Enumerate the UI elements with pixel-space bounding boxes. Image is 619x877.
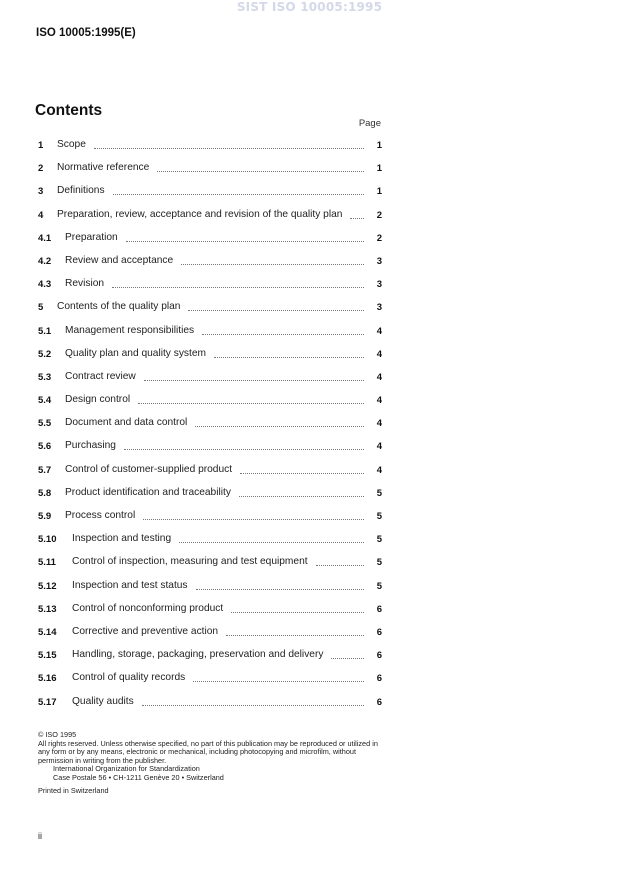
toc-entry-number: 5.7: [38, 464, 52, 476]
dot-leader: [124, 440, 364, 450]
toc-entry-number: 5.14: [38, 626, 57, 638]
toc-entry[interactable]: [38, 417, 382, 440]
toc-entry-page: 5: [376, 580, 382, 592]
toc-entry[interactable]: [38, 672, 382, 695]
toc-entry-number: 5.8: [38, 487, 52, 499]
copyright-block: [38, 731, 388, 795]
dot-leader: [350, 209, 364, 219]
dot-leader: [143, 510, 364, 520]
toc-entry[interactable]: [38, 580, 382, 603]
dot-leader: [112, 278, 364, 288]
toc-entry-number: 5.1: [38, 325, 52, 337]
toc-entry-number: 5.15: [38, 650, 57, 662]
toc-entry-page: 1: [376, 163, 382, 175]
dot-leader: [142, 696, 364, 706]
toc-entry-number: 4.2: [38, 255, 52, 267]
toc-entry-page: 4: [376, 325, 382, 337]
toc-entry-number: 5.4: [38, 395, 52, 407]
toc-entry-page: 6: [376, 696, 382, 708]
toc-entry-page: 6: [376, 603, 382, 615]
toc-entry-page: 4: [376, 395, 382, 407]
toc-entry-number: 3: [38, 186, 44, 198]
copyright-line: © ISO 1995: [38, 730, 77, 739]
toc-entry-title: Control of customer-supplied product: [65, 463, 233, 475]
toc-entry[interactable]: [38, 301, 382, 324]
toc-entry-page: 4: [376, 348, 382, 360]
toc-entry-number: 5.3: [38, 371, 52, 383]
toc-entry-number: 5.10: [38, 534, 57, 546]
toc-entry-title: Normative reference: [57, 162, 150, 174]
toc-entry-page: 6: [376, 650, 382, 662]
dot-leader: [331, 649, 364, 659]
toc-entry[interactable]: [38, 533, 382, 556]
toc-entry[interactable]: [38, 556, 382, 579]
toc-entry-number: 2: [38, 163, 44, 175]
standard-reference: ISO 10005:1995(E): [36, 27, 136, 39]
dot-leader: [94, 139, 364, 149]
toc-entry-title: Corrective and preventive action: [72, 625, 219, 637]
toc-entry-page: 5: [376, 557, 382, 569]
toc-entry-title: Control of nonconforming product: [72, 602, 224, 614]
toc-entry[interactable]: [38, 278, 382, 301]
dot-leader: [138, 394, 364, 404]
dot-leader: [231, 603, 364, 613]
page-folio: ii: [38, 831, 42, 841]
toc-entry-title: Process control: [65, 510, 136, 521]
dot-leader: [240, 464, 364, 474]
toc-entry-title: Preparation: [65, 231, 118, 243]
toc-entry-page: 5: [376, 534, 382, 546]
toc-entry[interactable]: [38, 232, 382, 255]
toc-entry-title: Product identification and traceability: [65, 486, 231, 498]
toc-entry-number: 5.17: [38, 696, 57, 708]
dot-leader: [195, 417, 364, 427]
toc-entry-number: 5.11: [38, 557, 56, 569]
toc-entry-title: Review and acceptance: [65, 254, 174, 266]
toc-entry[interactable]: [38, 487, 382, 510]
toc-entry-title: Control of quality records: [72, 672, 186, 684]
dot-leader: [193, 672, 364, 682]
toc-entry-number: 4.1: [38, 232, 52, 244]
toc-entry[interactable]: [38, 464, 382, 487]
page-column-label: Page: [358, 118, 381, 129]
dot-leader: [179, 533, 364, 543]
toc-entry-title: Contract review: [65, 370, 136, 382]
toc-entry-title: Scope: [57, 139, 86, 150]
dot-leader: [316, 556, 364, 566]
toc-entry-number: 5.16: [38, 673, 57, 685]
toc-entry[interactable]: [38, 325, 382, 348]
toc-entry-page: 3: [376, 279, 382, 291]
toc-entry[interactable]: [38, 394, 382, 417]
toc-entry-page: 6: [376, 626, 382, 638]
toc-entry-number: 4: [38, 209, 44, 221]
toc-entry-number: 5.2: [38, 348, 52, 360]
toc-entry-title: Contents of the quality plan: [57, 301, 181, 313]
printed-in: Printed in Switzerland: [38, 785, 109, 795]
dot-leader: [239, 487, 364, 497]
toc-entry-page: 6: [376, 673, 382, 685]
toc-entry-title: Preparation, review, acceptance and revision of the quality plan: [57, 208, 343, 220]
rights-statement: All rights reserved. Unless otherwise specified, no part of this publication may be reproduced or utilized in any form or by any means, electronic or mechanical, including photocopying and microfilm, without permission in writing from the publisher.: [38, 738, 378, 765]
toc-entry[interactable]: [38, 510, 382, 533]
toc-entry[interactable]: [38, 626, 382, 649]
toc-entry-title: Definitions: [57, 185, 105, 197]
dot-leader: [181, 255, 364, 265]
toc-entry[interactable]: [38, 603, 382, 626]
toc-entry-page: 5: [376, 487, 382, 499]
toc-entry-number: 1: [38, 140, 44, 151]
dot-leader: [214, 348, 364, 358]
toc-entry-title: Management responsibilities: [65, 324, 195, 336]
toc-entry-page: 2: [376, 209, 382, 221]
dot-leader: [113, 185, 364, 195]
dot-leader: [157, 162, 364, 172]
toc-entry-number: 5.5: [38, 418, 52, 430]
toc-entry-page: 1: [376, 186, 382, 198]
toc-entry-title: Quality plan and quality system: [65, 347, 206, 359]
table-of-contents: [38, 139, 382, 719]
toc-entry-page: 4: [376, 441, 382, 453]
dot-leader: [226, 626, 364, 636]
contents-title: Contents: [35, 102, 103, 119]
toc-entry[interactable]: [38, 162, 382, 185]
toc-entry-number: 5: [38, 302, 44, 314]
toc-entry-title: Purchasing: [65, 440, 116, 452]
toc-entry[interactable]: [38, 255, 382, 278]
organization-address: Case Postale 56 • CH-1211 Genève 20 • Switzerland: [53, 772, 224, 782]
dot-leader: [126, 232, 364, 242]
toc-entry-title: Quality audits: [72, 695, 134, 707]
toc-entry-title: Handling, storage, packaging, preservation and delivery: [72, 649, 324, 661]
dot-leader: [196, 580, 364, 590]
toc-entry-page: 3: [376, 302, 382, 314]
toc-entry-page: 4: [376, 371, 382, 383]
dot-leader: [188, 301, 364, 311]
dot-leader: [144, 371, 364, 381]
toc-entry-title: Control of inspection, measuring and test equipment: [72, 556, 308, 568]
toc-entry[interactable]: [38, 348, 382, 371]
organization-name: International Organization for Standardization: [53, 764, 200, 774]
toc-entry-number: 5.6: [38, 441, 52, 453]
toc-entry[interactable]: [38, 696, 382, 719]
toc-entry[interactable]: [38, 649, 382, 672]
toc-entry-page: 5: [376, 511, 382, 522]
toc-entry-number: 5.12: [38, 580, 57, 592]
watermark: SIST ISO 10005:1995: [236, 0, 383, 14]
toc-entry[interactable]: [38, 440, 382, 463]
toc-entry-page: 1: [376, 140, 382, 151]
toc-entry[interactable]: [38, 139, 382, 162]
toc-entry-number: 5.9: [38, 511, 52, 522]
toc-entry[interactable]: [38, 185, 382, 208]
toc-entry-title: Inspection and test status: [72, 579, 188, 591]
toc-entry-page: 4: [376, 418, 382, 430]
toc-entry-page: 3: [376, 255, 382, 267]
toc-entry-title: Design control: [65, 394, 131, 406]
toc-entry-page: 4: [376, 464, 382, 476]
dot-leader: [202, 325, 364, 335]
toc-entry-number: 5.13: [38, 603, 57, 615]
toc-entry-number: 4.3: [38, 279, 52, 291]
toc-entry[interactable]: [38, 371, 382, 394]
toc-entry-page: 2: [376, 232, 382, 244]
toc-entry-title: Inspection and testing: [72, 533, 172, 545]
toc-entry-title: Revision: [65, 278, 105, 290]
toc-entry[interactable]: [38, 209, 382, 232]
toc-entry-title: Document and data control: [65, 417, 188, 429]
